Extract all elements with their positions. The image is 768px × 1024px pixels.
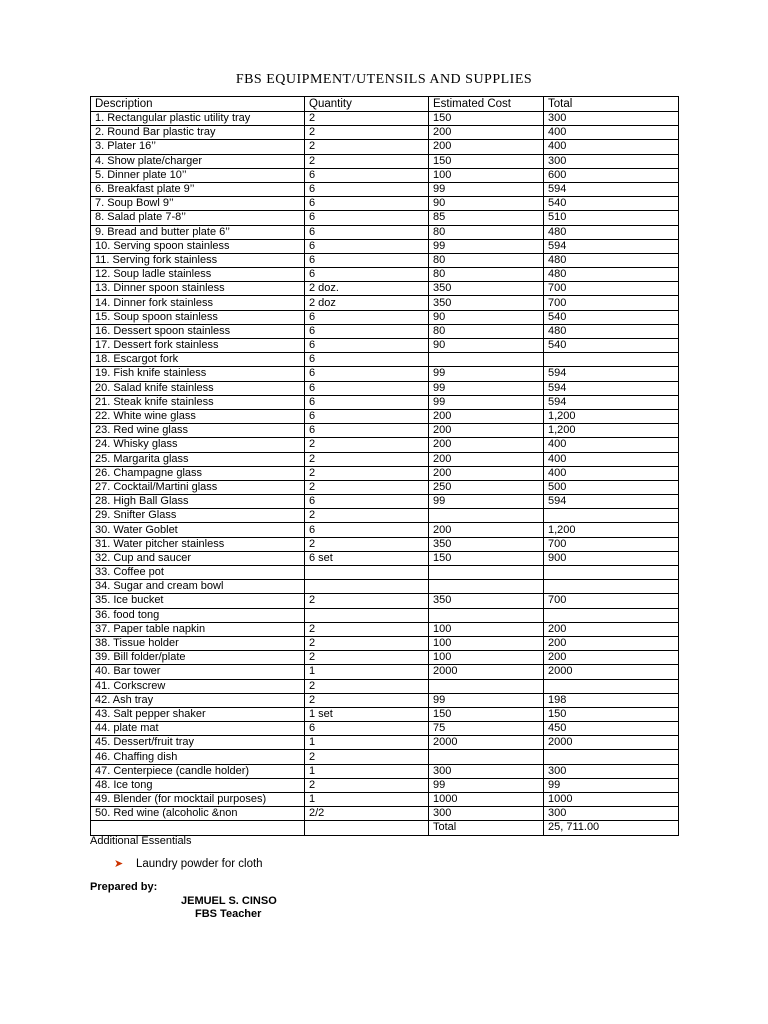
cell-quantity [305, 566, 429, 580]
cell-total: 300 [544, 764, 679, 778]
cell-description: 19. Fish knife stainless [91, 367, 305, 381]
cell-estimated-cost: 99 [429, 495, 544, 509]
cell-total: 480 [544, 253, 679, 267]
cell-estimated-cost: 75 [429, 722, 544, 736]
table-row [91, 339, 679, 353]
cell-description: 46. Chaffing dish [91, 750, 305, 764]
table-row [91, 594, 679, 608]
cell-description: 35. Ice bucket [91, 594, 305, 608]
table-row [91, 367, 679, 381]
table-row [91, 764, 679, 778]
cell-quantity: 2 [305, 438, 429, 452]
table-row [91, 807, 679, 821]
cell-description: 25. Margarita glass [91, 452, 305, 466]
table-row [91, 793, 679, 807]
table-row [91, 622, 679, 636]
cell-total: 400 [544, 140, 679, 154]
cell-quantity: 6 [305, 495, 429, 509]
cell-quantity: 2 [305, 622, 429, 636]
cell-description: 49. Blender (for mocktail purposes) [91, 793, 305, 807]
cell-total: 700 [544, 537, 679, 551]
document-title: FBS EQUIPMENT/UTENSILS AND SUPPLIES [235, 72, 533, 87]
cell-description: 41. Corkscrew [91, 679, 305, 693]
cell-description: 36. food tong [91, 608, 305, 622]
cell-estimated-cost: 80 [429, 324, 544, 338]
cell-quantity: 6 [305, 722, 429, 736]
cell-total: 480 [544, 324, 679, 338]
cell-description: 38. Tissue holder [91, 636, 305, 650]
cell-description: 31. Water pitcher stainless [91, 537, 305, 551]
cell-estimated-cost: 100 [429, 651, 544, 665]
cell-description: 30. Water Goblet [91, 523, 305, 537]
cell-description: 44. plate mat [91, 722, 305, 736]
cell-estimated-cost: 80 [429, 225, 544, 239]
cell-quantity: 2 [305, 594, 429, 608]
cell-estimated-cost [429, 353, 544, 367]
table-row [91, 381, 679, 395]
cell-description: 1. Rectangular plastic utility tray [91, 112, 305, 126]
cell-estimated-cost: 200 [429, 452, 544, 466]
cell-total [544, 580, 679, 594]
cell-quantity: 2 [305, 636, 429, 650]
cell-quantity: 2 [305, 140, 429, 154]
cell-quantity: 6 [305, 395, 429, 409]
cell-total: 400 [544, 126, 679, 140]
cell-description: 5. Dinner plate 10’’ [91, 168, 305, 182]
cell-estimated-cost: 99 [429, 693, 544, 707]
cell-estimated-cost: Total [429, 821, 544, 835]
cell-description: 3. Plater 16’’ [91, 140, 305, 154]
cell-quantity: 1 [305, 764, 429, 778]
cell-quantity: 6 set [305, 551, 429, 565]
cell-quantity: 1 set [305, 707, 429, 721]
table-header-row [91, 97, 679, 112]
cell-total: 540 [544, 339, 679, 353]
cell-total [544, 608, 679, 622]
cell-total: 594 [544, 367, 679, 381]
cell-quantity: 6 [305, 409, 429, 423]
cell-total: 150 [544, 707, 679, 721]
table-row [91, 225, 679, 239]
cell-total: 1,200 [544, 409, 679, 423]
cell-estimated-cost: 99 [429, 778, 544, 792]
cell-description: 9. Bread and butter plate 6’’ [91, 225, 305, 239]
cell-total: 500 [544, 480, 679, 494]
cell-quantity: 2 [305, 651, 429, 665]
cell-quantity: 6 [305, 182, 429, 196]
table-row [91, 736, 679, 750]
header-description: Description [91, 97, 305, 112]
table-row [91, 353, 679, 367]
cell-estimated-cost: 99 [429, 239, 544, 253]
cell-description [91, 821, 305, 835]
cell-total: 2000 [544, 665, 679, 679]
table-row [91, 651, 679, 665]
cell-description: 28. High Ball Glass [91, 495, 305, 509]
table-row [91, 409, 679, 423]
cell-total [544, 679, 679, 693]
cell-description: 6. Breakfast plate 9’’ [91, 182, 305, 196]
cell-quantity: 1 [305, 665, 429, 679]
cell-estimated-cost: 200 [429, 409, 544, 423]
cell-total: 200 [544, 636, 679, 650]
cell-total [544, 566, 679, 580]
cell-estimated-cost [429, 566, 544, 580]
table-row [91, 282, 679, 296]
cell-description: 16. Dessert spoon stainless [91, 324, 305, 338]
cell-description: 43. Salt pepper shaker [91, 707, 305, 721]
table-row [91, 537, 679, 551]
cell-estimated-cost: 90 [429, 197, 544, 211]
table-row [91, 551, 679, 565]
cell-quantity: 2 [305, 509, 429, 523]
cell-estimated-cost: 150 [429, 551, 544, 565]
cell-quantity: 2 [305, 778, 429, 792]
cell-total: 540 [544, 197, 679, 211]
cell-total: 594 [544, 239, 679, 253]
cell-estimated-cost: 300 [429, 807, 544, 821]
cell-description: 37. Paper table napkin [91, 622, 305, 636]
cell-quantity: 2 [305, 154, 429, 168]
table-row [91, 424, 679, 438]
table-row [91, 324, 679, 338]
cell-estimated-cost: 200 [429, 140, 544, 154]
cell-total: 400 [544, 438, 679, 452]
cell-quantity: 6 [305, 339, 429, 353]
cell-total: 1,200 [544, 424, 679, 438]
cell-estimated-cost [429, 509, 544, 523]
cell-description: 34. Sugar and cream bowl [91, 580, 305, 594]
bullet-item [114, 857, 263, 870]
preparer-role: FBS Teacher [195, 908, 262, 920]
table-row [91, 636, 679, 650]
cell-quantity: 6 [305, 253, 429, 267]
cell-estimated-cost: 200 [429, 438, 544, 452]
arrow-bullet-icon: ➤ [114, 858, 124, 870]
cell-quantity: 2 [305, 750, 429, 764]
cell-description: 40. Bar tower [91, 665, 305, 679]
table-row [91, 211, 679, 225]
cell-total: 450 [544, 722, 679, 736]
cell-description: 13. Dinner spoon stainless [91, 282, 305, 296]
cell-quantity: 6 [305, 324, 429, 338]
cell-description: 14. Dinner fork stainless [91, 296, 305, 310]
cell-description: 7. Soup Bowl 9’’ [91, 197, 305, 211]
table-row [91, 197, 679, 211]
cell-total [544, 353, 679, 367]
cell-estimated-cost [429, 750, 544, 764]
cell-estimated-cost [429, 580, 544, 594]
cell-quantity: 6 [305, 268, 429, 282]
cell-quantity: 2 [305, 480, 429, 494]
cell-quantity: 6 [305, 353, 429, 367]
cell-total: 300 [544, 112, 679, 126]
cell-estimated-cost: 150 [429, 112, 544, 126]
cell-estimated-cost: 99 [429, 395, 544, 409]
cell-total: 300 [544, 807, 679, 821]
cell-quantity: 2 [305, 126, 429, 140]
cell-total: 540 [544, 310, 679, 324]
cell-total: 480 [544, 268, 679, 282]
table-row [91, 778, 679, 792]
bullet-item-text: Laundry powder for cloth [136, 857, 263, 870]
cell-description: 12. Soup ladle stainless [91, 268, 305, 282]
table-row [91, 268, 679, 282]
cell-estimated-cost: 2000 [429, 736, 544, 750]
cell-quantity: 2 [305, 693, 429, 707]
cell-estimated-cost: 350 [429, 296, 544, 310]
cell-description: 33. Coffee pot [91, 566, 305, 580]
cell-estimated-cost: 150 [429, 154, 544, 168]
table-row [91, 452, 679, 466]
cell-estimated-cost: 85 [429, 211, 544, 225]
cell-total: 99 [544, 778, 679, 792]
cell-quantity: 2 [305, 112, 429, 126]
cell-description: 17. Dessert fork stainless [91, 339, 305, 353]
inventory-table [90, 96, 679, 836]
cell-estimated-cost: 1000 [429, 793, 544, 807]
cell-total: 510 [544, 211, 679, 225]
cell-total: 700 [544, 282, 679, 296]
cell-description: 24. Whisky glass [91, 438, 305, 452]
cell-description: 32. Cup and saucer [91, 551, 305, 565]
additional-essentials-label: Additional Essentials [90, 835, 192, 847]
table-row [91, 296, 679, 310]
cell-description: 8. Salad plate 7-8’’ [91, 211, 305, 225]
cell-total: 594 [544, 182, 679, 196]
table-row [91, 239, 679, 253]
cell-estimated-cost: 99 [429, 381, 544, 395]
cell-total: 400 [544, 452, 679, 466]
cell-description: 21. Steak knife stainless [91, 395, 305, 409]
cell-estimated-cost: 350 [429, 282, 544, 296]
cell-total: 400 [544, 466, 679, 480]
cell-description: 47. Centerpiece (candle holder) [91, 764, 305, 778]
cell-quantity [305, 608, 429, 622]
cell-description: 23. Red wine glass [91, 424, 305, 438]
cell-quantity: 6 [305, 239, 429, 253]
cell-estimated-cost: 300 [429, 764, 544, 778]
table-row [91, 566, 679, 580]
table-row [91, 140, 679, 154]
cell-estimated-cost [429, 608, 544, 622]
table-row [91, 509, 679, 523]
table-row [91, 126, 679, 140]
cell-quantity: 2 [305, 679, 429, 693]
cell-estimated-cost: 80 [429, 253, 544, 267]
cell-total: 1,200 [544, 523, 679, 537]
cell-estimated-cost: 200 [429, 523, 544, 537]
table-row [91, 495, 679, 509]
cell-total: 300 [544, 154, 679, 168]
cell-total: 1000 [544, 793, 679, 807]
cell-estimated-cost: 200 [429, 126, 544, 140]
cell-description: 39. Bill folder/plate [91, 651, 305, 665]
cell-total: 594 [544, 395, 679, 409]
cell-quantity: 6 [305, 381, 429, 395]
cell-description: 22. White wine glass [91, 409, 305, 423]
cell-description: 42. Ash tray [91, 693, 305, 707]
prepared-by-label: Prepared by: [90, 881, 158, 893]
cell-quantity: 6 [305, 367, 429, 381]
cell-total: 25, 711.00 [544, 821, 679, 835]
table-row [91, 310, 679, 324]
preparer-name: JEMUEL S. CINSO [181, 895, 277, 907]
cell-estimated-cost: 90 [429, 339, 544, 353]
cell-description: 10. Serving spoon stainless [91, 239, 305, 253]
cell-estimated-cost: 100 [429, 636, 544, 650]
cell-quantity: 6 [305, 424, 429, 438]
cell-quantity: 6 [305, 523, 429, 537]
table-row [91, 466, 679, 480]
table-body [91, 112, 679, 836]
table-row [91, 608, 679, 622]
cell-total: 600 [544, 168, 679, 182]
cell-estimated-cost: 100 [429, 168, 544, 182]
cell-description: 2. Round Bar plastic tray [91, 126, 305, 140]
cell-quantity: 6 [305, 211, 429, 225]
cell-estimated-cost: 150 [429, 707, 544, 721]
cell-total [544, 750, 679, 764]
cell-description: 26. Champagne glass [91, 466, 305, 480]
table-row [91, 750, 679, 764]
cell-total: 200 [544, 622, 679, 636]
cell-estimated-cost: 200 [429, 424, 544, 438]
cell-quantity: 2 [305, 537, 429, 551]
table-row [91, 665, 679, 679]
cell-estimated-cost: 250 [429, 480, 544, 494]
cell-quantity: 6 [305, 310, 429, 324]
cell-total: 594 [544, 495, 679, 509]
cell-total: 2000 [544, 736, 679, 750]
table-row [91, 693, 679, 707]
cell-description: 50. Red wine (alcoholic &non [91, 807, 305, 821]
table-row [91, 168, 679, 182]
cell-estimated-cost: 99 [429, 367, 544, 381]
cell-quantity: 6 [305, 197, 429, 211]
cell-total: 594 [544, 381, 679, 395]
table-row [91, 523, 679, 537]
cell-total: 700 [544, 594, 679, 608]
cell-quantity: 1 [305, 736, 429, 750]
header-estimated-cost: Estimated Cost [429, 97, 544, 112]
cell-description: 18. Escargot fork [91, 353, 305, 367]
table-row [91, 580, 679, 594]
cell-description: 27. Cocktail/Martini glass [91, 480, 305, 494]
cell-estimated-cost: 200 [429, 466, 544, 480]
cell-estimated-cost: 99 [429, 182, 544, 196]
cell-estimated-cost: 2000 [429, 665, 544, 679]
cell-total: 900 [544, 551, 679, 565]
cell-description: 15. Soup spoon stainless [91, 310, 305, 324]
cell-estimated-cost: 100 [429, 622, 544, 636]
cell-quantity: 6 [305, 225, 429, 239]
cell-quantity: 2 doz. [305, 282, 429, 296]
cell-quantity: 2 [305, 452, 429, 466]
cell-estimated-cost [429, 679, 544, 693]
table-row [91, 707, 679, 721]
table-row [91, 679, 679, 693]
cell-estimated-cost: 350 [429, 537, 544, 551]
cell-estimated-cost: 350 [429, 594, 544, 608]
cell-total: 198 [544, 693, 679, 707]
cell-quantity [305, 580, 429, 594]
table-row [91, 154, 679, 168]
cell-description: 11. Serving fork stainless [91, 253, 305, 267]
cell-total [544, 509, 679, 523]
cell-estimated-cost: 90 [429, 310, 544, 324]
cell-total: 200 [544, 651, 679, 665]
table-row [91, 722, 679, 736]
cell-quantity: 2 [305, 466, 429, 480]
cell-total: 700 [544, 296, 679, 310]
table-row [91, 112, 679, 126]
table-row [91, 395, 679, 409]
header-quantity: Quantity [305, 97, 429, 112]
table-row [91, 480, 679, 494]
table-row [91, 438, 679, 452]
cell-description: 20. Salad knife stainless [91, 381, 305, 395]
cell-description: 48. Ice tong [91, 778, 305, 792]
cell-estimated-cost: 80 [429, 268, 544, 282]
header-total: Total [544, 97, 679, 112]
cell-quantity: 1 [305, 793, 429, 807]
cell-quantity [305, 821, 429, 835]
cell-total: 480 [544, 225, 679, 239]
cell-quantity: 6 [305, 168, 429, 182]
cell-quantity: 2 doz [305, 296, 429, 310]
cell-description: 4. Show plate/charger [91, 154, 305, 168]
cell-description: 29. Snifter Glass [91, 509, 305, 523]
cell-quantity: 2/2 [305, 807, 429, 821]
table-row [91, 821, 679, 835]
table-row [91, 253, 679, 267]
cell-description: 45. Dessert/fruit tray [91, 736, 305, 750]
table-row [91, 182, 679, 196]
